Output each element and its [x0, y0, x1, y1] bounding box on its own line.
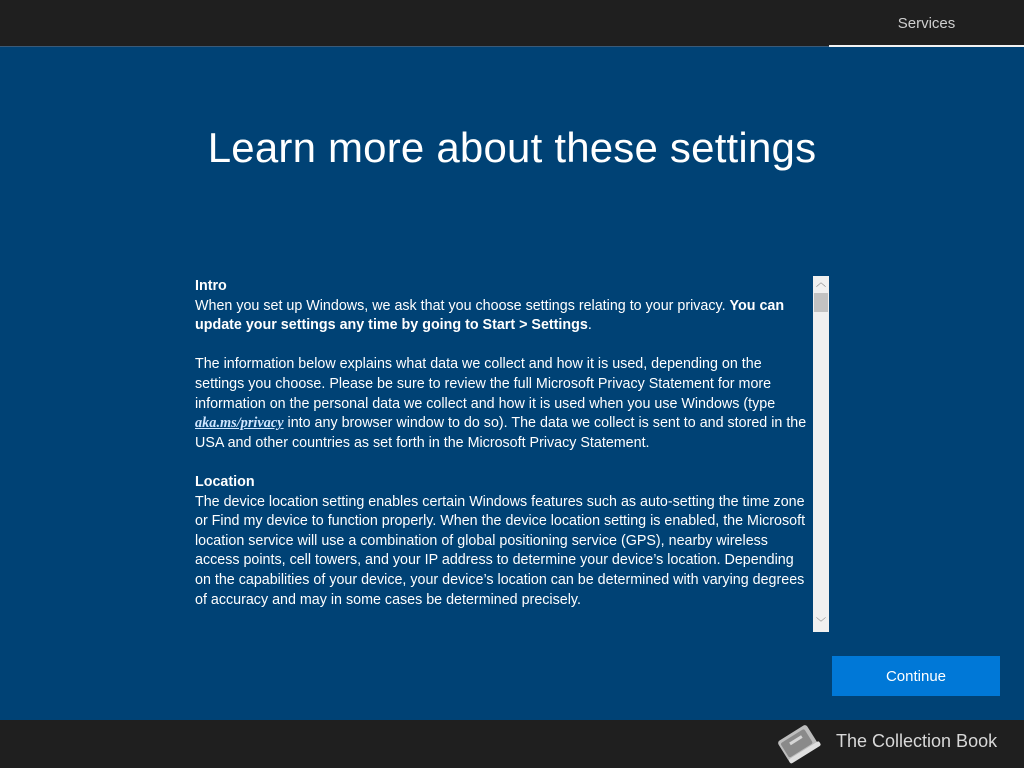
- book-icon: [772, 718, 828, 768]
- intro-p1-text: When you set up Windows, we ask that you choose settings relating to your privacy.: [195, 297, 730, 314]
- location-paragraph-1: The device location setting enables certain Windows features such as auto-setting the time zone or Find my device to function properly. When the device location setting is enabled, the Microsoft location service will use a combination of global positioning service (GPS), nearby wireless access points, cell towers, and your IP address to determine your device’s location. Depending on the capabilities of your device, your device’s location can be determined with varying degrees of accuracy and may in some cases be determined precisely.: [195, 493, 806, 608]
- tab-services[interactable]: [829, 0, 1024, 47]
- watermark-text: The Collection Book: [836, 731, 998, 751]
- scrollbar[interactable]: [813, 276, 829, 632]
- scroll-down-icon[interactable]: ﹀: [816, 618, 826, 629]
- privacy-link[interactable]: aka.ms/privacy: [195, 415, 284, 432]
- scroll-thumb[interactable]: [814, 293, 828, 312]
- intro-p1-end: .: [587, 317, 592, 334]
- intro-paragraph-1: [195, 297, 807, 336]
- watermark: [772, 718, 1012, 768]
- intro-p1-bold: You can update your settings any time by going to Start > Settings: [195, 297, 785, 334]
- intro-p2-b: into any browser window to do so). The data we collect is sent to and stored in the USA and other countries as set forth in the Microsoft Privacy Statement.: [195, 415, 807, 451]
- scroll-up-icon[interactable]: ︿: [816, 278, 826, 289]
- intro-paragraph-2: [195, 355, 807, 453]
- privacy-text-area[interactable]: [195, 277, 807, 632]
- top-divider: [0, 46, 829, 47]
- intro-heading: Intro: [195, 278, 227, 294]
- continue-button[interactable]: Continue: [832, 656, 1000, 696]
- page-title: Learn more about these settings: [207, 124, 817, 171]
- intro-p2-a: The information below explains what data we collect and how it is used, depending on the settings you choose. Please be sure to review the full Microsoft Privacy Statement for more information on the personal data we collect and how it is used when you use Windows (type: [195, 356, 776, 412]
- location-heading: Location: [195, 473, 255, 490]
- tab-services-label: Services: [897, 15, 956, 32]
